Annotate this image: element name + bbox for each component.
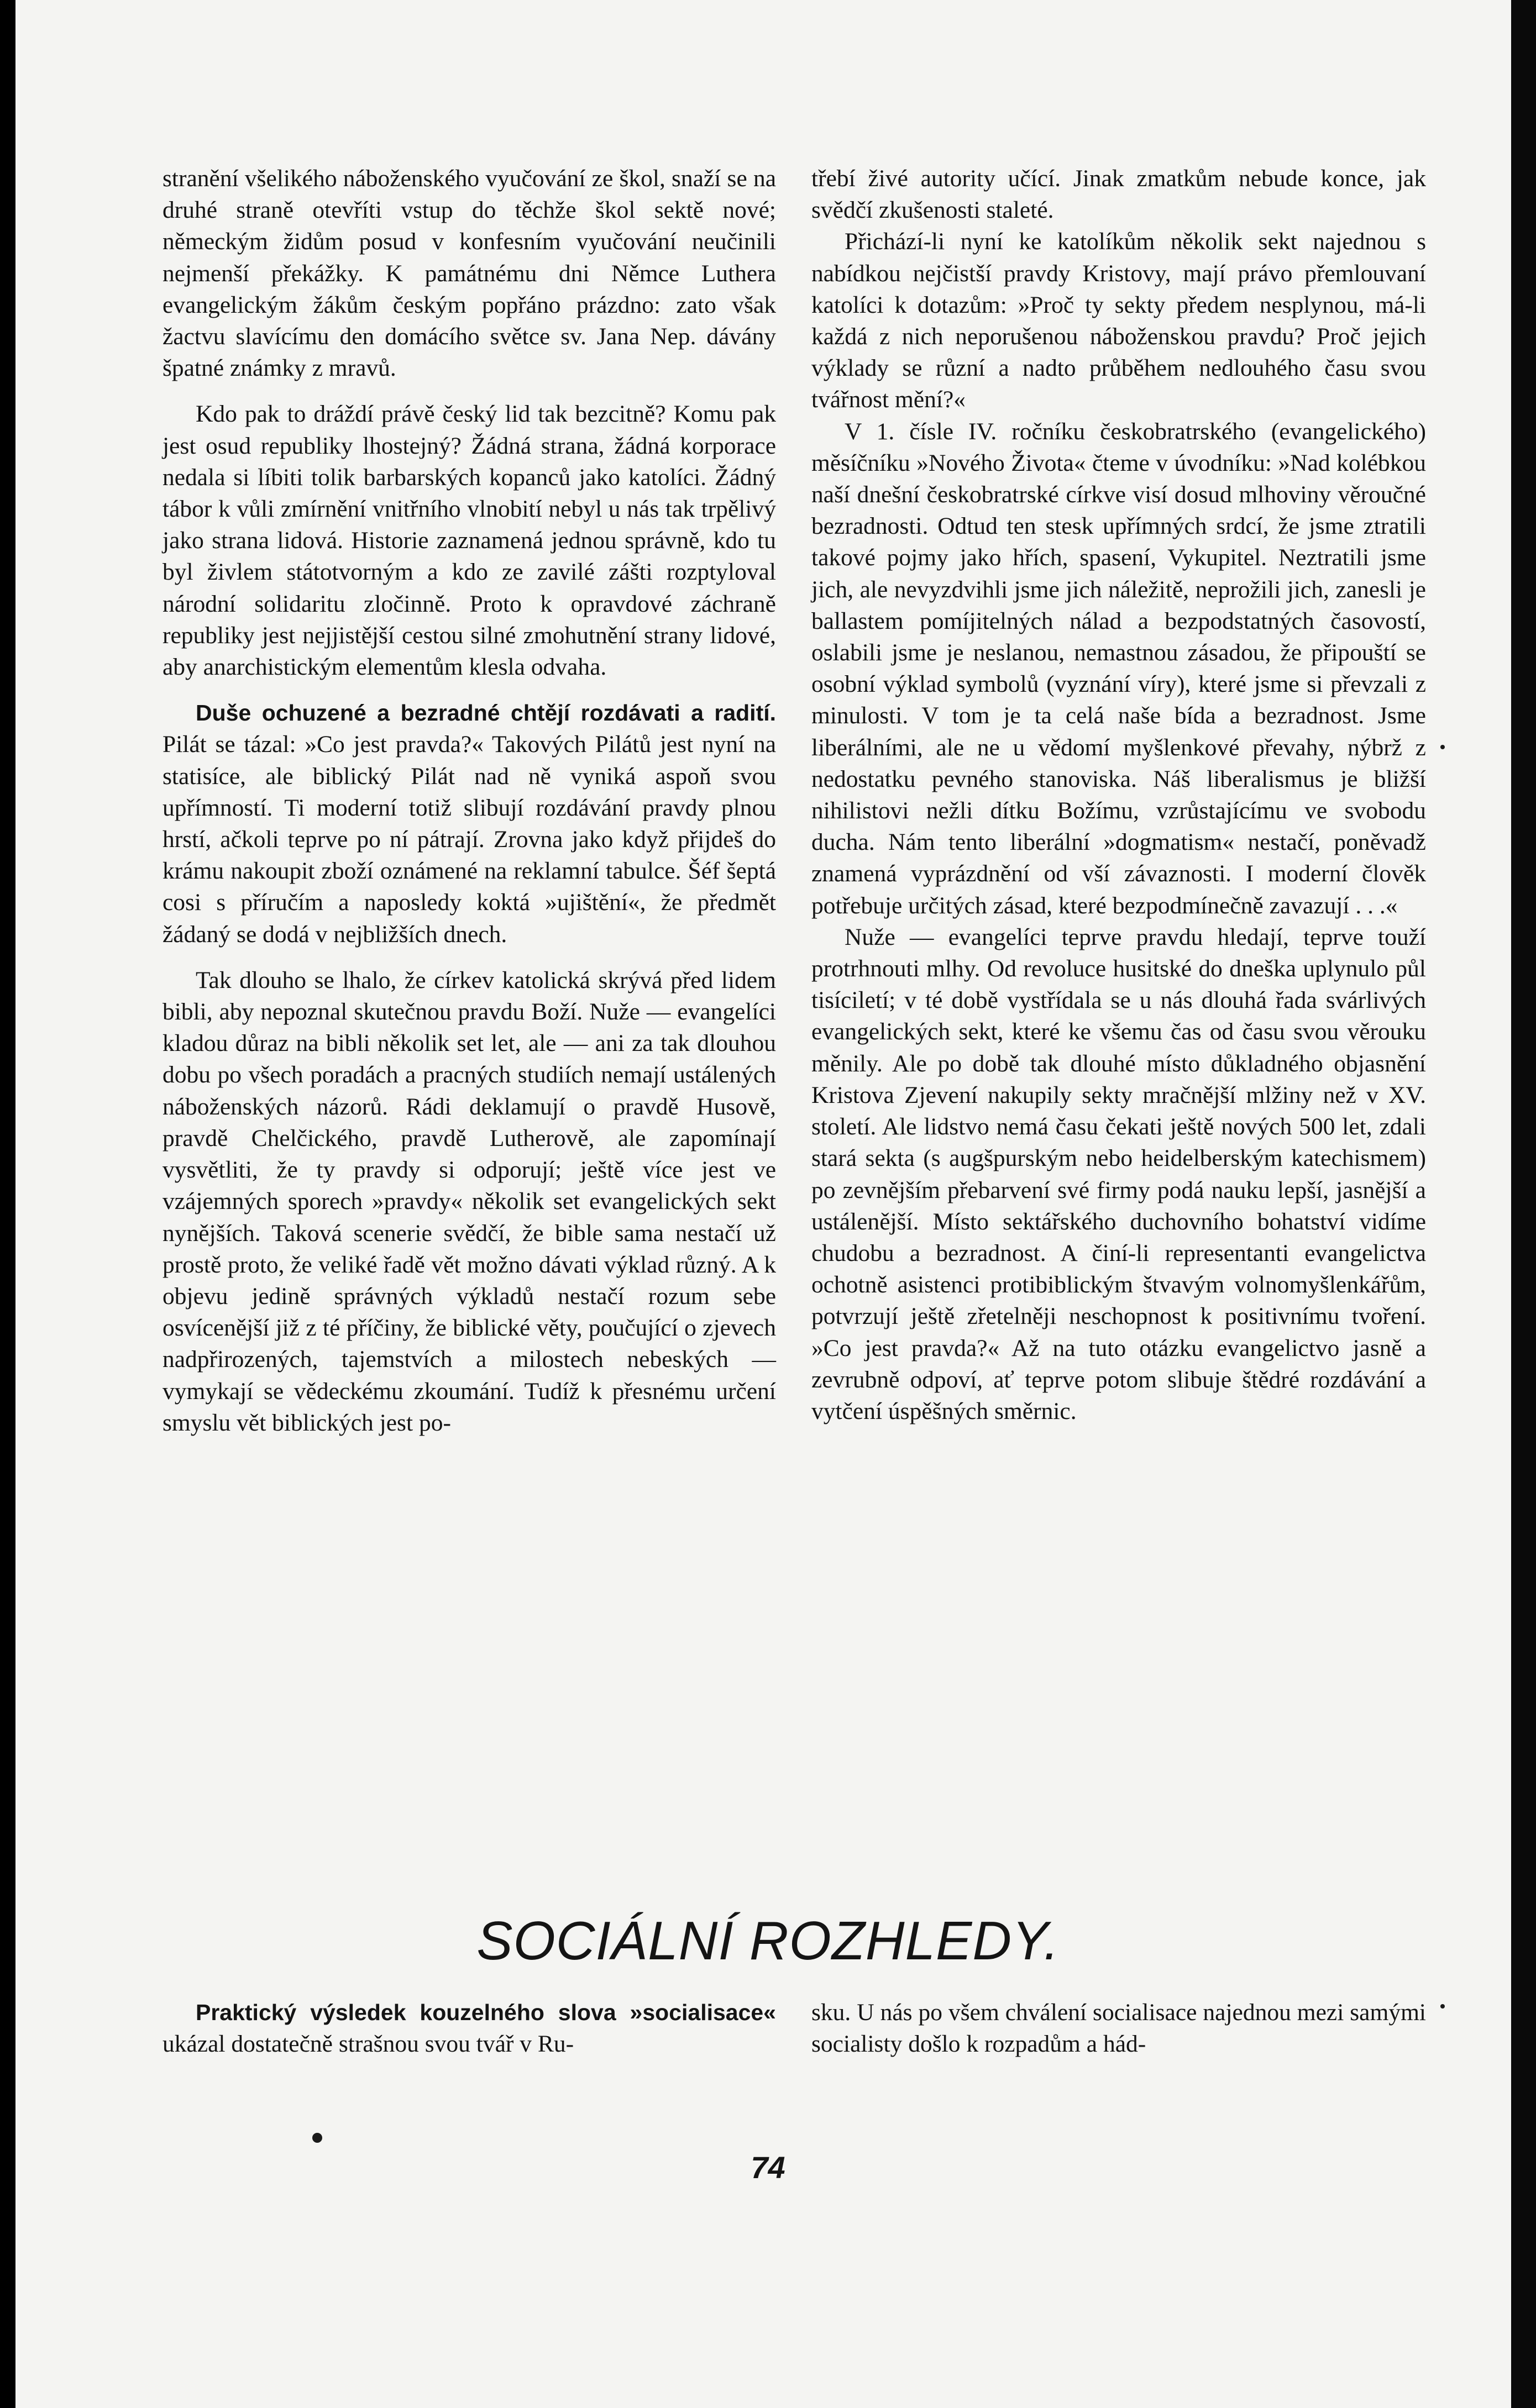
section-right-paragraph: sku. U nás po všem chválení socialisace najednou mezi samými socialisty došlo k rozpadům a hád- [811, 1999, 1426, 2058]
left-paragraph-1: stranění všelikého náboženského vyučování ze škol, snaží se na druhé straně otevříti vstup do těchže škol sektě nové; německým židům posud v konfesním vyučování neučinili nejmenší překážky. K památnému dni Němce Luthera evangelickým žákům českým popřáno prázdno: zato však žactvu slavícímu den domácího světce sv. Jana Nep. dávány špatné známky z mravů. [162, 165, 776, 382]
page-number: 74 [751, 2150, 785, 2185]
section-right-column [811, 1997, 1426, 2060]
section-left-column [162, 1997, 776, 2060]
paragraph-lead-heading: Duše ochuzené a bezradné chtějí rozdávati a radití. [196, 700, 776, 726]
paragraph-lead-body: Pilát se tázal: »Co jest pravda?« Takových Pilátů jest nyní na statisíce, ale biblický Pilát nad ně vyniká aspoň svou upřímností. Ti moderní totiž slibují rozdávání pravdy plnou hrstí, ačkoli teprve po ní pátrají. Zrovna jako když přijdeš do krámu nakoupit zboží oznámené na reklamní tabulce. Šéf šeptá cosi s příručím a naposledy koktá »ujištění«, že předmět žádaný se dodá v nejbližších dnech. [162, 731, 776, 948]
scan-edge-shadow [1511, 0, 1536, 2408]
right-paragraph-1: třebí živé autority učící. Jinak zmatkům nebude konce, jak svědčí zkušenosti staleté. [811, 165, 1426, 224]
section-lead-body: ukázal dostatečně strašnou svou tvář v Ru- [162, 2031, 574, 2058]
left-column [162, 163, 776, 1439]
section-left-paragraph [162, 1997, 776, 2060]
right-column [811, 163, 1426, 1427]
right-paragraph-4: Nuže — evangelíci teprve pravdu hledají, teprve touží protrhnouti mlhy. Od revoluce husitské do dneška uplynulo půl tisíciletí; v té době vystřídala se u nás dlouhá řada svárlivých evangelických sekt, které ke všemu čas od času svou věrouku měnily. Ale po době tak dlouhé místo důkladného objasnění Kristova Zjevení nakupily sekty mračnější mlžiny než v XV. století. Ale lidstvo nemá času čekati ještě nových 500 let, zdali stará sekta (s augšpurským nebo heidelberským katechismem) po zevnějším přebarvení své firmy podá nauku lepší, jasnější a ustálenější. Místo sektářského duchovního bohatství vidíme chudobu a bezradnost. A činí-li representanti evangelictva ochotně asistenci protibiblickým štvavým volnomyšlenkářům, potvrzují ještě zřetelněji neschopnost k positivnímu tvoření. »Co jest pravda?« Až na tuto otázku evangelictvo jasně a zevrubně odpoví, ať teprve potom slibuje štědré rozdávání a vytčení úspěšných směrnic. [811, 923, 1426, 1424]
left-paragraph-2: Kdo pak to dráždí právě český lid tak bezcitně? Komu pak jest osud republiky lhostejný? Žádná strana, žádná korporace nedala si líbiti tolik barbarských kopanců jako katolíci. Žádný tábor k vůli zmírnění vnitřního vlnobití nebyl u nás tak trpělivý jako strana lidová. Historie zaznamená jednou správně, kdo tu byl živlem státotvorným a kdo ze zavilé zášti rozptyloval národní solidaritu zločinně. Proto k opravdové záchraně republiky jest nejjistější cestou silné zmohutnění strany lidové, aby anarchistickým elementům klesla odvaha. [162, 401, 776, 681]
scan-speck [1440, 745, 1445, 749]
left-paragraph-3 [162, 697, 776, 950]
scan-speck [312, 2133, 322, 2143]
section-lead-heading: Praktický výsledek kouzelného slova »socialisace« [196, 2000, 776, 2025]
left-paragraph-4: Tak dlouho se lhalo, že církev katolická skrývá před lidem bibli, aby nepoznal skutečnou pravdu Boží. Nuže — evangelíci kladou důraz na bibli několik set let, ale — ani za tak dlouhou dobu po všech poradách a pracných studiích nemají ustálených náboženských názorů. Rádi deklamují o pravdě Husově, pravdě Chelčického, pravdě Lutherově, ale zapomínají vysvětliti, že ty pravdy si odporují; ještě více jest ve vzájemných sporech »pravdy« několik set evangelických sekt nynějších. Taková scenerie svědčí, že bible sama nestačí už prostě proto, že veliké řadě vět možno dávati výklad různý. A k objevu jedině správných výkladů nestačí rozum sebe osvícenější již z té příčiny, že biblické věty, poučující o zjevech nadpřirozených, tajemstvích a milostech nebeských — vymykají se vědeckému zkoumání. Tudíž k přesnému určení smyslu vět biblických jest po- [162, 966, 776, 1436]
scan-speck [1440, 2004, 1445, 2009]
right-paragraph-3: V 1. čísle IV. ročníku českobratrského (evangelického) měsíčníku »Nového Života« čteme v úvodníku: »Nad kolébkou naší dnešní českobratrské církve visí dosud mlhoviny věroučné bezradnosti. Odtud ten stesk upřímných srdcí, že jsme ztratili takové pojmy jako hřích, spasení, Vykupitel. Neztratili jsme jich, ale nevyzdvihli jsme jich náležitě, neprožili jich, zanesli je ballastem pomíjitelných nálad a bezpodstatných časovostí, oslabili jsme je neslanou, nemastnou zásadou, že připouští se osobní výklad symbolů (vyznání víry), které jsme si převzali z minulosti. V tom je ta celá naše bída a bezradnost. Jsme liberálními, ale ne u vědomí myšlenkové převahy, nýbrž z nedostatku pevného stanoviska. Náš liberalismus je bližší nihilistovi nežli dítku Božímu, vzrůstajícímu ve svobodu ducha. Nám tento liberální »dogmatism« nestačí, poněvadž znamená vyprázdnění od vší závaznosti. I moderní člověk potřebuje určitých zásad, které bezpodmínečně zavazují . . .« [811, 418, 1426, 919]
section-heading: SOCIÁLNÍ ROZHLEDY. [476, 1910, 1060, 1971]
right-paragraph-2: Přichází-li nyní ke katolíkům několik sekt najednou s nabídkou nejčistší pravdy Kristovy, mají právo přemlouvaní katolíci k dotazům: »Proč ty sekty předem nesplynou, má-li každá z nich neporušenou náboženskou pravdu? Proč jejich výklady se různí a nadto průběhem nedlouhého času svou tvářnost mění?« [811, 228, 1426, 413]
